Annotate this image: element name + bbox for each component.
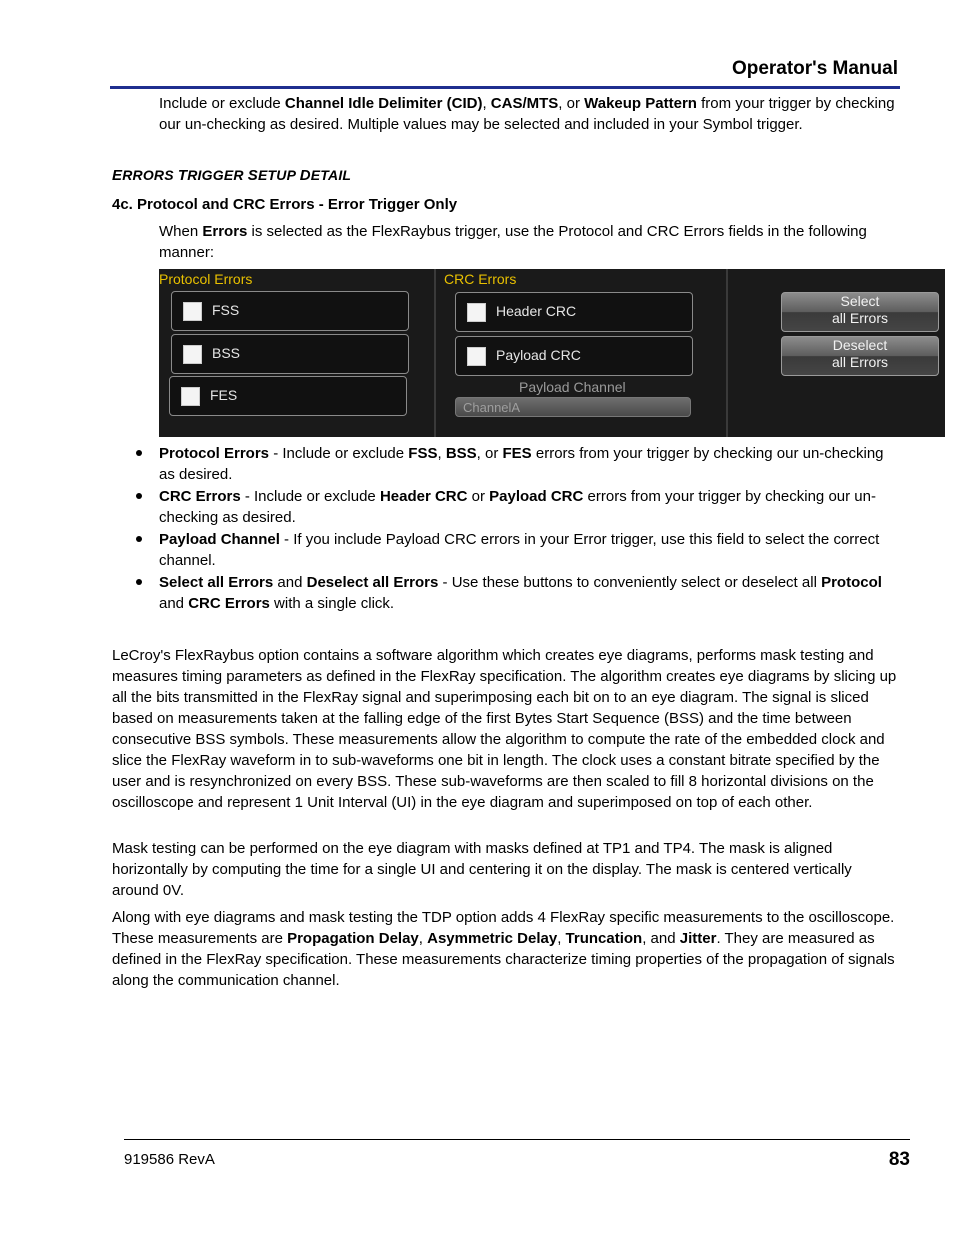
fes-label: FES (210, 387, 238, 403)
panel-divider (434, 269, 436, 437)
errors-trigger-panel (159, 269, 945, 437)
payload-crc-checkbox-field[interactable] (455, 336, 693, 376)
header-rule (110, 86, 900, 89)
list-item: Select all Errors and Deselect all Errors - Use these buttons to conveniently select or deselect all Protocol and CRC Errors with a single click. (136, 572, 901, 614)
protocol-errors-label: Protocol Errors (159, 271, 253, 287)
body-paragraph-3: Along with eye diagrams and mask testing the TDP option adds 4 FlexRay specific measurements to the oscilloscope. These measurements are Propagation Delay, Asymmetric Delay, Truncation, and Jitter. They are measured as defined in the FlexRay specification. These measurements characterize timing properties of the propagation of signals along the communication channel. (112, 909, 895, 989)
payload-crc-checkbox[interactable] (467, 347, 486, 366)
header-crc-label: Header CRC (496, 303, 577, 319)
payload-channel-select[interactable]: ChannelA (455, 397, 691, 417)
deselect-all-errors-button[interactable] (781, 336, 939, 376)
fes-checkbox-field[interactable] (169, 376, 407, 416)
header-crc-checkbox-field[interactable] (455, 292, 693, 332)
body-paragraph-1: LeCroy's FlexRaybus option contains a software algorithm which creates eye diagrams, performs mask testing and measures timing parameters as defined in the FlexRay specification. The algorithm creates eye diagrams by slicing up all the bits transmitted in the FlexRay signal and superimposing each bit on to an eye diagram. The signal is sliced based on measurements taken at the falling edge of the first Bytes Start Sequence (BSS) and the time between consecutive BSS symbols. These measurements allow the algorithm to compute the rate of the embedded clock and slice the FlexRay waveform in to sub-waveforms one bit in length. The clock uses a constant bitrate specified by the user and is resynchronized on every BSS. These sub-waveforms are then scaled to fill 8 horizontal divisions on the oscilloscope and represent 1 Unit Interval (UI) in the eye diagram and superimposed on top of each other. (112, 647, 897, 811)
list-item: Protocol Errors - Include or exclude FSS, BSS, or FES errors from your trigger by checking our un-checking as desired. (136, 443, 901, 485)
select-all-errors-button[interactable] (781, 292, 939, 332)
intro-paragraph: Include or exclude Channel Idle Delimiter (CID), CAS/MTS, or Wakeup Pattern from your trigger by checking our un-checking as desired. Multiple values may be selected and included in your Symbol trigger. (159, 95, 895, 133)
list-item: Payload Channel - If you include Payload CRC errors in your Error trigger, use this field to select the correct channel. (136, 529, 901, 571)
select-all-line2: all Errors (831, 310, 888, 326)
payload-crc-label: Payload CRC (496, 347, 581, 363)
payload-channel-label: Payload Channel (519, 379, 626, 395)
section-title: ERRORS TRIGGER SETUP DETAIL (112, 167, 352, 184)
header-title: Operator's Manual (731, 58, 898, 79)
footer-doc-number: 919586 RevA (124, 1151, 215, 1168)
select-all-line1: Select (840, 293, 880, 309)
lead-paragraph: When Errors is selected as the FlexRaybus trigger, use the Protocol and CRC Errors fields in the following manner: (159, 223, 867, 261)
deselect-all-line1: Deselect (832, 337, 888, 353)
bullet-list (136, 443, 901, 615)
crc-errors-label: CRC Errors (444, 271, 517, 287)
panel-divider (726, 269, 728, 437)
deselect-all-line2: all Errors (831, 354, 888, 370)
list-item: CRC Errors - Include or exclude Header CRC or Payload CRC errors from your trigger by checking our un-checking as desired. (136, 486, 901, 528)
bss-label: BSS (212, 345, 241, 361)
body-paragraph-2: Mask testing can be performed on the eye diagram with masks defined at TP1 and TP4. The mask is aligned horizontally by computing the time for a single UI and centering it on the display. The mask is centered vertically around 0V. (112, 840, 852, 899)
page-number: 83 (888, 1149, 910, 1170)
fss-checkbox-field[interactable] (171, 291, 409, 331)
fss-checkbox[interactable] (183, 302, 202, 321)
footer-rule (124, 1139, 910, 1140)
fes-checkbox[interactable] (181, 387, 200, 406)
bss-checkbox[interactable] (183, 345, 202, 364)
subsection-title: 4c. Protocol and CRC Errors - Error Trigger Only (112, 196, 458, 213)
header-crc-checkbox[interactable] (467, 303, 486, 322)
fss-label: FSS (212, 302, 240, 318)
bss-checkbox-field[interactable] (171, 334, 409, 374)
